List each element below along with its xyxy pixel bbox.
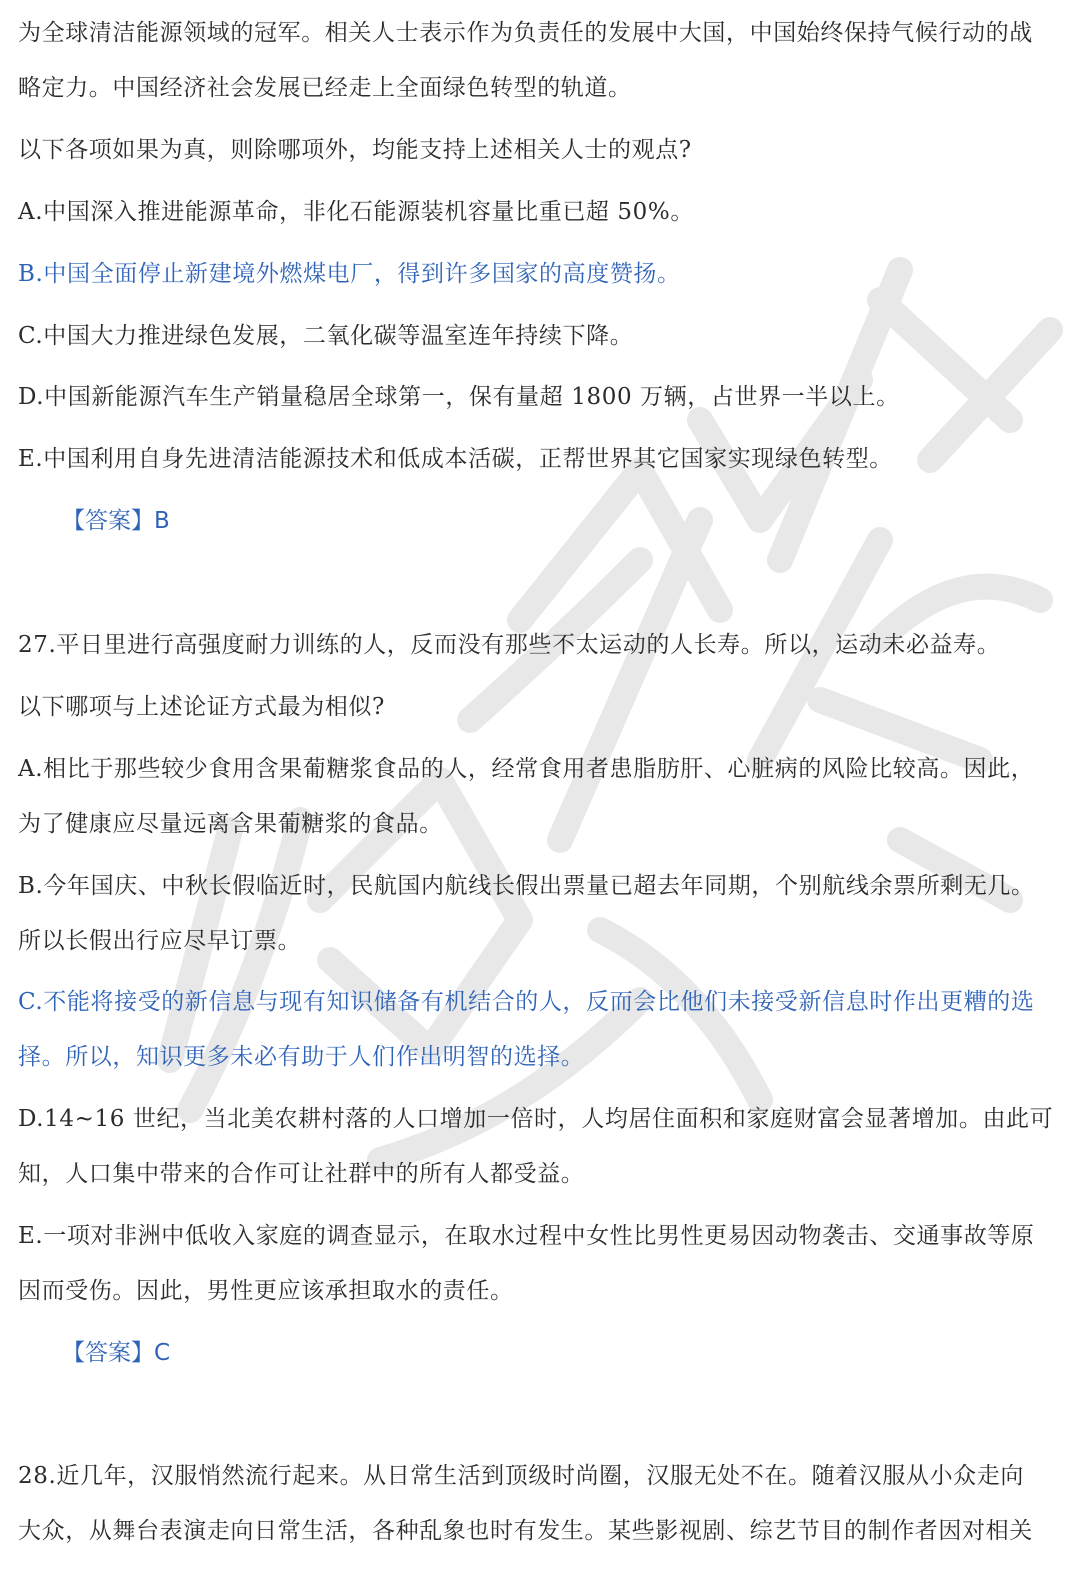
q26-option-b: B.中国全面停止新建境外燃煤电厂，得到许多国家的高度赞扬。 [18,261,681,287]
q26-option-d: D.中国新能源汽车生产销量稳居全球第一，保有量超 1800 万辆，占世界一半以上。 [18,384,900,410]
q27-question: 以下哪项与上述论证方式最为相似? [18,694,385,720]
q26-option-e: E.中国利用自身先进清洁能源技术和低成本活碳，正帮世界其它国家实现绿色转型。 [18,446,893,472]
q27-option-b-line-1: B.今年国庆、中秋长假临近时，民航国内航线长假出票量已超去年同期，个别航线余票所剩无几。 [18,873,1035,899]
q26-question: 以下各项如果为真，则除哪项外，均能支持上述相关人士的观点? [18,137,692,163]
q27-option-b-line-2: 所以长假出行应尽早订票。 [18,928,302,954]
q27-option-d-line-1: D.14~16 世纪，当北美农耕村落的人口增加一倍时，人均居住面积和家庭财富会显著增加。由此可 [18,1106,1054,1132]
q26-answer: 【答案】B [62,508,170,534]
q26-option-a: A.中国深入推进能源革命，非化石能源装机容量比重已超 50%。 [18,199,694,225]
q27-option-c-line-2: 择。所以，知识更多未必有助于人们作出明智的选择。 [18,1044,585,1070]
q27-stem: 27.平日里进行高强度耐力训练的人，反而没有那些不太运动的人长寿。所以，运动未必益寿。 [18,632,1001,658]
q28-stem-line-1: 28.近几年，汉服悄然流行起来。从日常生活到顶级时尚圈，汉服无处不在。随着汉服从小众走向 [18,1463,1024,1489]
q26-stem-line-1: 为全球清洁能源领域的冠军。相关人士表示作为负责任的发展中大国，中国始终保持气候行动的战 [18,20,1033,46]
q28-stem-line-2: 大众，从舞台表演走向日常生活，各种乱象也时有发生。某些影视剧、综艺节目的制作者因对相关 [18,1518,1033,1544]
q27-option-a-line-1: A.相比于那些较少食用含果葡糖浆食品的人，经常食用者患脂肪肝、心脏病的风险比较高。因此， [18,756,1035,782]
q27-option-a-line-2: 为了健康应尽量远离含果葡糖浆的食品。 [18,811,443,837]
q27-answer: 【答案】C [62,1340,171,1366]
q27-option-d-line-2: 知，人口集中带来的合作可让社群中的所有人都受益。 [18,1161,585,1187]
q27-option-e-line-2: 因而受伤。因此，男性更应该承担取水的责任。 [18,1278,514,1304]
q26-stem-line-2: 略定力。中国经济社会发展已经走上全面绿色转型的轨道。 [18,75,632,101]
q27-option-c-line-1: C.不能将接受的新信息与现有知识储备有机结合的人，反而会比他们未接受新信息时作出更糟的选 [18,989,1035,1015]
q26-option-c: C.中国大力推进绿色发展，二氧化碳等温室连年持续下降。 [18,323,634,349]
q27-option-e-line-1: E.一项对非洲中低收入家庭的调查显示，在取水过程中女性比男性更易因动物袭击、交通事故等原 [18,1223,1035,1249]
